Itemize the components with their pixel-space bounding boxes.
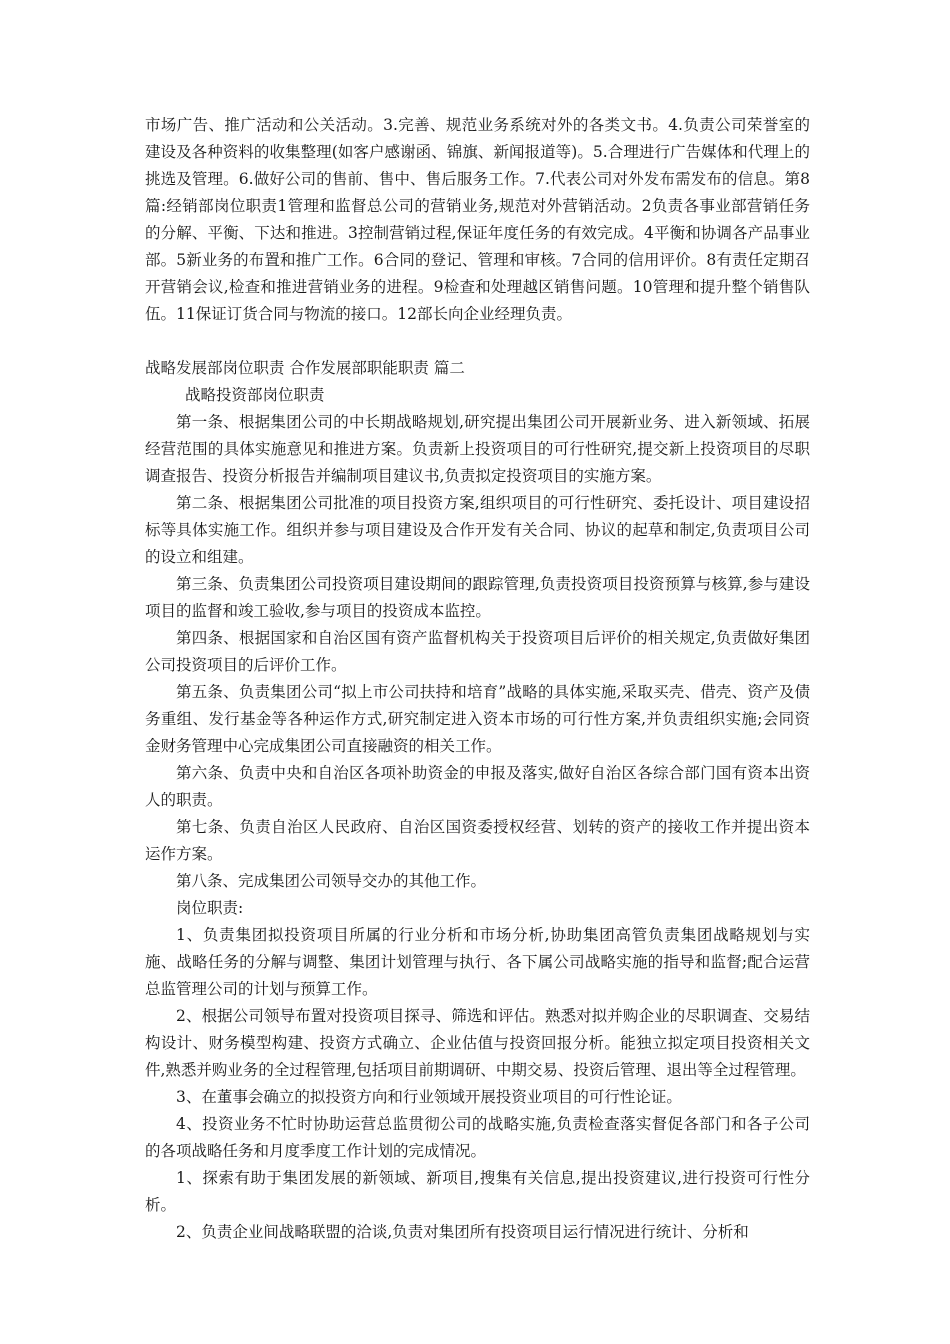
duty-item: 1、负责集团拟投资项目所属的行业分析和市场分析,协助集团高管负责集团战略规划与实施、战略任务的分解与调整、集团计划管理与执行、各下属公司战略实施的指导和监督;配合运营总监管理公司的计划与预算工作。 <box>145 926 810 998</box>
article-6: 第六条、负责中央和自治区各项补助资金的申报及落实,做好自治区各综合部门国有资本出资人的职责。 <box>145 764 810 809</box>
article-4: 第四条、根据国家和自治区国有资产监督机构关于投资项目后评价的相关规定,负责做好集团公司投资项目的后评价工作。 <box>145 629 810 674</box>
section-title: 战略发展部岗位职责 合作发展部职能职责 篇二 <box>145 359 465 377</box>
article-2: 第二条、根据集团公司批准的项目投资方案,组织项目的可行性研究、委托设计、项目建设招标等具体实施工作。组织并参与项目建设及合作开发有关合同、协议的起草和制定,负责项目公司的设立和组建。 <box>145 494 810 566</box>
document-page <box>145 112 810 1246</box>
duty-item: 3、在董事会确立的拟投资方向和行业领域开展投资业项目的可行性论证。 <box>176 1088 682 1106</box>
duty-item: 2、根据公司领导布置对投资项目探寻、筛选和评估。熟悉对拟并购企业的尽职调查、交易结构设计、财务模型构建、投资方式确立、企业估值与投资回报分析。能独立拟定项目投资相关文件,熟悉并购业务的全过程管理,包括项目前期调研、中期交易、投资后管理、退出等全过程管理。 <box>145 1007 810 1079</box>
duty-item: 1、探索有助于集团发展的新领域、新项目,搜集有关信息,提出投资建议,进行投资可行性分析。 <box>145 1169 810 1214</box>
duty-item: 2、负责企业间战略联盟的洽谈,负责对集团所有投资项目运行情况进行统计、分析和 <box>176 1223 749 1241</box>
intro-paragraph: 市场广告、推广活动和公关活动。3.完善、规范业务系统对外的各类文书。4.负责公司荣誉室的建设及各种资料的收集整理(如客户感谢函、锦旗、新闻报道等)。5.合理进行广告媒体和代理上的挑选及管理。6.做好公司的售前、售中、售后服务工作。7.代表公司对外发布需发布的信息。第8篇:经销部岗位职责1管理和监督总公司的营销业务,规范对外营销活动。2负责各事业部营销任务的分解、平衡、下达和推进。3控制营销过程,保证年度任务的有效完成。4平衡和协调各产品事业部。5新业务的布置和推广工作。6合同的登记、管理和审核。7合同的信用评价。8有责任定期召开营销会议,检查和推进营销业务的进程。9检查和处理越区销售问题。10管理和提升整个销售队伍。11保证订货合同与物流的接口。12部长向企业经理负责。 <box>145 116 810 323</box>
article-3: 第三条、负责集团公司投资项目建设期间的跟踪管理,负责投资项目投资预算与核算,参与建设项目的监督和竣工验收,参与项目的投资成本监控。 <box>145 575 810 620</box>
duty-item: 4、投资业务不忙时协助运营总监贯彻公司的战略实施,负责检查落实督促各部门和各子公司的各项战略任务和月度季度工作计划的完成情况。 <box>145 1115 810 1160</box>
article-8: 第八条、完成集团公司领导交办的其他工作。 <box>176 872 487 890</box>
article-1: 第一条、根据集团公司的中长期战略规划,研究提出集团公司开展新业务、进入新领域、拓展经营范围的具体实施意见和推进方案。负责新上投资项目的可行性研究,提交新上投资项目的尽职调查报告、投资分析报告并编制项目建议书,负责拟定投资项目的实施方案。 <box>145 413 810 485</box>
duties-label: 岗位职责: <box>176 899 244 917</box>
article-7: 第七条、负责自治区人民政府、自治区国资委授权经营、划转的资产的接收工作并提出资本运作方案。 <box>145 818 810 863</box>
section-subtitle: 战略投资部岗位职责 <box>185 386 325 404</box>
article-5: 第五条、负责集团公司“拟上市公司扶持和培育”战略的具体实施,采取买壳、借壳、资产及债务重组、发行基金等各种运作方式,研究制定进入资本市场的可行性方案,并负责组织实施;会同资金财务管理中心完成集团公司直接融资的相关工作。 <box>145 683 810 755</box>
